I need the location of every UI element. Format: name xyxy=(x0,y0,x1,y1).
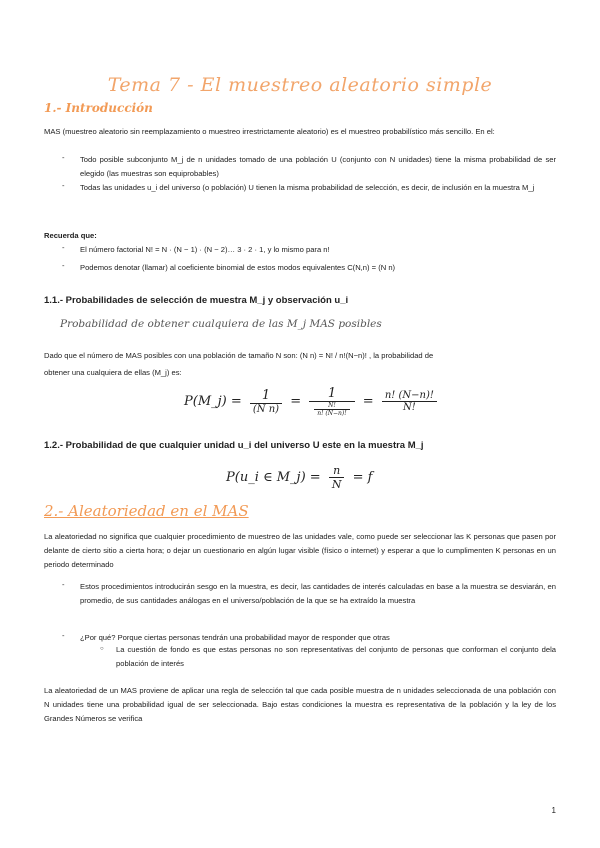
numerator: n xyxy=(329,464,345,478)
numerator: n! (N−n)! xyxy=(382,390,437,402)
paragraph: La aleatoriedad de un MAS proviene de aplicar una regla de selección tal que cada posible muestra de n unidades seleccionada de una población con N unidades tiene una probabilidad igual de ser seleccionada. Bajo estas condiciones la muestra es representativa de la población y la ley de los Grandes Números se verifica xyxy=(44,686,556,723)
page-number: 1 xyxy=(551,806,556,815)
section-heading-introduccion: 1.- Introducción xyxy=(44,101,153,115)
formula-lhs: P(M_j) = xyxy=(184,394,242,409)
dash-bullet: - xyxy=(62,181,65,190)
formula-lhs: P(u_i ∈ M_j) = xyxy=(226,470,321,485)
formula-p-mj: P(M_j) = $\frac{1}{\text{(N n)}}$ = $\frac{1}{\frac{N!}{n! (N-n)!}}$ = $\frac{n! (N-n)!}{N!}$ xyxy=(184,386,441,417)
sub-list-item: La cuestión de fondo es que estas personas no son representativas del conjunto de personas que conforman el conjunto dela población de interés xyxy=(116,645,556,668)
denominator: N xyxy=(331,478,342,491)
circle-bullet-icon: ○ xyxy=(100,646,104,652)
formula-rhs: = f xyxy=(352,470,373,485)
paragraph: obtener una cualquiera de ellas (M_j) es: xyxy=(44,368,182,377)
section-heading-aleatoriedad: 2.- Aleatoriedad en el MAS xyxy=(44,502,249,520)
list-item: Todo posible subconjunto M_j de n unidades tomado de una población U (conjunto con N unidades) tiene la misma probabilidad de ser elegido (las muestras son equiprobables) xyxy=(80,155,556,178)
section-heading-1-1: 1.1.- Probabilidades de selección de muestra M_j y observación u_i xyxy=(44,295,349,306)
dash-bullet: - xyxy=(62,261,65,270)
list-item: Estos procedimientos introducirán sesgo en la muestra, es decir, las cantidades de interés calculadas en base a la muestra se desviarán, en promedio, de sus cantidades análogas en el universo/población de la que se ha extraído la muestra xyxy=(80,582,556,605)
fraction xyxy=(250,388,282,415)
recall-label: Recuerda que: xyxy=(44,231,97,240)
fraction xyxy=(382,390,437,413)
dash-bullet: - xyxy=(62,153,65,162)
numerator: 1 xyxy=(250,388,282,404)
dash-bullet: - xyxy=(62,243,65,252)
list-item: El número factorial N! = N · (N − 1) · (N − 2)… 3 · 2 · 1, y lo mismo para n! xyxy=(80,245,330,254)
list-item: ¿Por qué? Porque ciertas personas tendrán una probabilidad mayor de responder que otras xyxy=(80,633,390,642)
list-item: Todas las unidades u_i del universo (o población) U tienen la misma probabilidad de selección, es decir, de inclusión en la muestra M_j xyxy=(80,183,535,192)
dash-bullet: - xyxy=(62,631,65,640)
denominator: n! (N−n)! xyxy=(317,410,347,417)
fraction xyxy=(329,464,345,491)
nested-fraction xyxy=(314,402,349,417)
document-title: Tema 7 - El muestreo aleatorio simple xyxy=(107,74,493,96)
numerator: 1 xyxy=(309,386,354,402)
handwritten-note: Probabilidad de obtener cualquiera de las M_j MAS posibles xyxy=(60,318,382,330)
denominator xyxy=(309,402,354,417)
paragraph: La aleatoriedad no significa que cualquier procedimiento de muestreo de las unidades vale, como puede ser seleccionar las K personas que pasen por delante de cierto sitio a cierta hora; o dejar un cuestionario en algún lugar visible (físico o internet) y esperar a que lo cumplimenten K personas en un periodo determinado xyxy=(44,532,556,569)
denominator: N! xyxy=(402,402,416,413)
fraction xyxy=(309,386,354,417)
section-heading-1-2: 1.2.- Probabilidad de que cualquier unidad u_i del universo U este en la muestra M_j xyxy=(44,440,424,451)
numerator: N! xyxy=(314,402,349,410)
list-item: Podemos denotar (llamar) al coeficiente binomial de estos modos equivalentes C(N,n) = (N n) xyxy=(80,263,396,272)
formula-p-ui xyxy=(226,464,372,491)
paragraph: Dado que el número de MAS posibles con una población de tamaño N son: (N n) = N! / n!(N−n)! , la probabilidad de xyxy=(44,351,434,360)
intro-paragraph: MAS (muestreo aleatorio sin reemplazamiento o muestreo irrestrictamente aleatorio) es el muestreo probabilístico más sencillo. En el: xyxy=(44,127,495,136)
dash-bullet: - xyxy=(62,580,65,589)
denominator: (N n) xyxy=(252,404,280,415)
